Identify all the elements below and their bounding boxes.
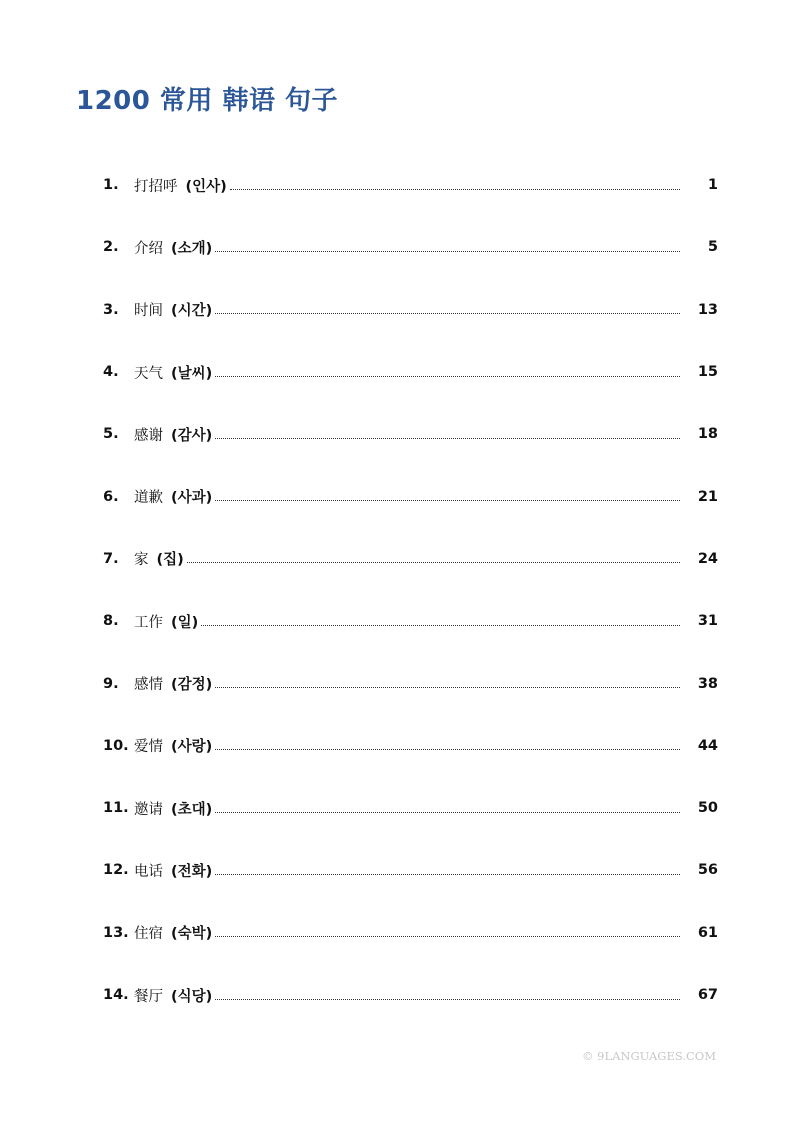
toc-entry[interactable] [103, 964, 718, 1026]
toc-dot-leader [201, 625, 680, 626]
toc-entry-title [134, 362, 212, 383]
toc-entry-page: 18 [697, 426, 718, 443]
toc-entry-number: 11. [103, 800, 129, 817]
toc-dot-leader [187, 562, 680, 563]
footer-watermark [582, 1049, 716, 1063]
toc-entry[interactable] [103, 465, 718, 527]
toc-entry-chinese: 天气 [134, 365, 163, 382]
toc-entry-title [134, 548, 184, 569]
toc-entry-korean: (사과) [171, 490, 213, 507]
toc-entry-korean: (감사) [171, 427, 213, 444]
toc-entry-korean: (초대) [171, 801, 213, 818]
toc-entry[interactable] [103, 715, 718, 777]
toc-entry-chinese: 打招呼 [134, 178, 178, 195]
toc-entry-title [134, 611, 198, 632]
toc-entry-chinese: 工作 [134, 614, 163, 631]
toc-entry-page: 50 [697, 800, 718, 817]
toc-entry-title [134, 860, 212, 881]
toc-entry-chinese: 道歉 [134, 490, 163, 507]
toc-entry[interactable] [103, 216, 718, 278]
toc-entry-chinese: 爱情 [134, 739, 163, 756]
toc-entry-page: 5 [707, 239, 718, 256]
toc-entry-number: 4. [103, 364, 119, 381]
toc-dot-leader [215, 500, 680, 501]
toc-entry-page: 67 [697, 987, 718, 1003]
toc-entry[interactable] [103, 403, 718, 465]
toc-entry[interactable] [103, 341, 718, 403]
toc-dot-leader [215, 687, 680, 688]
toc-dot-leader [215, 376, 680, 377]
copyright-icon: © [581, 1049, 594, 1063]
toc-entry-title [134, 486, 212, 507]
toc-entry[interactable] [103, 154, 718, 216]
toc-entry-number: 5. [103, 426, 119, 443]
toc-entry-number: 10. [103, 737, 129, 754]
toc-entry-title [134, 798, 212, 819]
toc-dot-leader [215, 936, 680, 937]
toc-dot-leader [215, 749, 680, 750]
toc-entry-korean: (집) [156, 552, 184, 569]
toc-entry-number: 2. [103, 239, 119, 256]
toc-dot-leader [215, 313, 680, 314]
toc-entry-page: 38 [697, 675, 718, 692]
toc-entry-page: 15 [697, 364, 718, 381]
table-of-contents [103, 154, 718, 1026]
toc-entry-korean: (사랑) [171, 739, 213, 756]
toc-dot-leader [215, 812, 680, 813]
toc-entry-page: 56 [697, 862, 718, 879]
toc-entry-korean: (전화) [171, 863, 213, 880]
toc-entry[interactable] [103, 777, 718, 839]
toc-entry-korean: (숙박) [171, 926, 213, 943]
toc-entry-number: 12. [103, 862, 129, 879]
toc-entry-title [134, 673, 212, 694]
toc-entry-title [134, 299, 212, 320]
toc-entry-number: 14. [103, 987, 129, 1003]
toc-entry-korean: (소개) [171, 240, 213, 257]
toc-entry-chinese: 邀请 [134, 801, 163, 818]
toc-entry-title [134, 922, 212, 943]
toc-entry-number: 8. [103, 613, 119, 630]
toc-entry-title [134, 237, 212, 258]
toc-entry-chinese: 感情 [134, 677, 163, 694]
toc-entry-chinese: 感谢 [134, 427, 163, 444]
toc-dot-leader [215, 251, 680, 252]
toc-entry-chinese: 时间 [134, 303, 163, 320]
toc-entry-number: 13. [103, 924, 129, 941]
toc-entry[interactable] [103, 528, 718, 590]
toc-entry-page: 61 [697, 924, 718, 941]
toc-entry-title [134, 735, 212, 756]
toc-entry-chinese: 电话 [134, 863, 163, 880]
toc-entry-korean: (시간) [171, 303, 213, 320]
toc-entry[interactable] [103, 839, 718, 901]
toc-entry[interactable] [103, 590, 718, 652]
toc-entry-korean: (날씨) [171, 365, 213, 382]
toc-dot-leader [215, 438, 680, 439]
toc-entry-page: 13 [697, 301, 718, 318]
page-title: 1200 常用 韩语 句子 [76, 86, 339, 116]
toc-entry-title [134, 424, 212, 445]
footer-site-name: 9LANGUAGES.COM [597, 1049, 716, 1063]
toc-entry-number: 3. [103, 301, 119, 318]
toc-entry-korean: (인사) [185, 178, 227, 195]
toc-entry[interactable] [103, 279, 718, 341]
toc-entry-chinese: 家 [134, 552, 149, 569]
toc-dot-leader [215, 874, 680, 875]
toc-entry[interactable] [103, 652, 718, 714]
toc-entry-page: 21 [697, 488, 718, 505]
toc-entry-number: 1. [103, 177, 119, 194]
toc-entry-korean: (일) [171, 614, 199, 631]
toc-entry-chinese: 餐厅 [134, 988, 163, 1005]
toc-entry-page: 44 [697, 737, 718, 754]
toc-entry-chinese: 住宿 [134, 926, 163, 943]
toc-dot-leader [215, 999, 680, 1000]
toc-entry-page: 24 [697, 550, 718, 567]
toc-entry-number: 9. [103, 675, 119, 692]
toc-entry-number: 7. [103, 550, 119, 567]
toc-entry-title [134, 175, 227, 196]
toc-entry-title [134, 985, 212, 1006]
toc-entry-number: 6. [103, 488, 119, 505]
toc-entry-page: 1 [707, 177, 718, 194]
toc-entry-page: 31 [697, 613, 718, 630]
toc-entry-korean: (식당) [171, 988, 213, 1005]
toc-entry-chinese: 介绍 [134, 240, 163, 257]
toc-entry[interactable] [103, 902, 718, 964]
toc-entry-korean: (감정) [171, 677, 213, 694]
toc-dot-leader [230, 189, 680, 190]
